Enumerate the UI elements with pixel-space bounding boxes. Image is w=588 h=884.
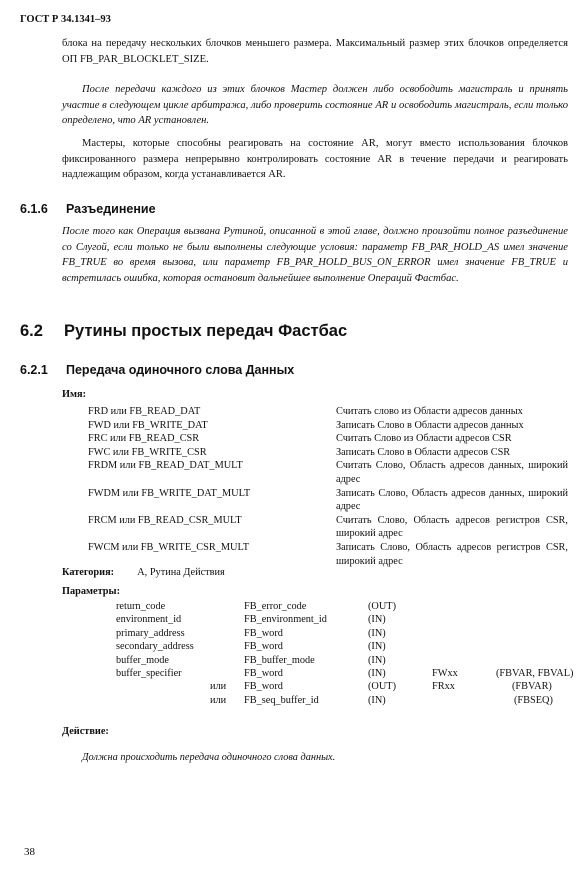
- routine-description: Записать Слово, Область адресов регистров CSR, широкий адрес: [336, 541, 568, 567]
- section-heading-616: [20, 202, 156, 216]
- routine-name: FRC или FB_READ_CSR: [88, 433, 200, 445]
- routine-description: Записать Слово в Области адресов CSR: [336, 446, 511, 458]
- routine-name: FRD или FB_READ_DAT: [88, 406, 201, 417]
- param-mode: (IN): [368, 627, 386, 639]
- param-name: buffer_specifier: [116, 667, 182, 679]
- param-mode: (IN): [368, 667, 386, 679]
- paragraph-disconnect: После того как Операция вызвана Рутиной, описанной в этой главе, должно произойти полное разъединение со Слугой, если только не были выполнены следующие условия: параметр FB_PAR_HOLD_AS имел значение FB_TRUE во время вызова, или параметр FB_PAR_HOLD_BUS_ON_ERROR имел значение FB_TRUE и встретилась ошибка, которая остановит дальнейшее выполнение Операций Фастбас.: [62, 226, 568, 284]
- param-name: return_code: [116, 601, 166, 612]
- param-group: (FBVAR, FBVAL): [496, 667, 574, 679]
- param-row: [20, 641, 580, 654]
- param-type: FB_environment_id: [244, 614, 327, 626]
- routine-name: FWC или FB_WRITE_CSR: [88, 446, 207, 458]
- category-label: Категория:: [62, 567, 115, 578]
- param-name: environment_id: [116, 614, 182, 626]
- routine-description: Считать слово из Области адресов данных: [336, 406, 523, 417]
- param-type: FB_word: [244, 641, 283, 653]
- action-label: Действие:: [62, 726, 109, 737]
- param-type: FB_error_code: [244, 601, 307, 612]
- section-title: Рутины простых передач Фастбас: [64, 322, 348, 340]
- param-type: FB_word: [244, 667, 283, 679]
- param-mode: (OUT): [368, 681, 397, 693]
- routine-description: Считать Слово из Области адресов CSR: [336, 433, 512, 445]
- section-title: Разъединение: [66, 202, 156, 216]
- section-title: Передача одиночного слова Данных: [66, 363, 295, 377]
- names-label: Имя:: [62, 389, 87, 400]
- routine-description: Записать Слово в Области адресов данных: [336, 419, 524, 431]
- section-number: 6.2.1: [20, 363, 48, 377]
- params-label: Параметры:: [62, 586, 120, 597]
- param-type: FB_word: [244, 627, 283, 639]
- name-row: [88, 541, 568, 568]
- param-row: [20, 695, 580, 708]
- routine-name: FWD или FB_WRITE_DAT: [88, 419, 208, 431]
- routine-name: FWDM или FB_WRITE_DAT_MULT: [88, 487, 251, 499]
- name-row: [88, 419, 568, 433]
- param-type: FB_buffer_mode: [244, 654, 315, 666]
- param-mode: (IN): [368, 694, 386, 706]
- param-name: secondary_address: [116, 641, 194, 653]
- param-code: FRxx: [432, 681, 455, 693]
- param-mode: (IN): [368, 654, 386, 666]
- param-row: [20, 681, 580, 694]
- name-row: [88, 514, 568, 541]
- param-mode: (IN): [368, 614, 386, 626]
- action-text: Должна происходить передача одиночного слова данных.: [82, 752, 336, 763]
- paragraph-blocklet-size: блока на передачу нескольких блочков меньшего размера. Максимальный размер этих блочков определяется ОП FB_PAR_BLOCKLET_SIZE.: [62, 38, 568, 65]
- param-row: [20, 601, 580, 614]
- param-or: или: [210, 694, 227, 706]
- routine-description: Считать Слово, Область адресов данных, широкий адрес: [336, 460, 568, 485]
- name-row: [88, 405, 568, 419]
- params-table: [20, 601, 580, 708]
- param-type: FB_word: [244, 681, 283, 693]
- name-row: [88, 459, 568, 486]
- param-or: или: [210, 681, 227, 693]
- param-name: buffer_mode: [116, 654, 169, 666]
- param-code: FWxx: [432, 667, 458, 679]
- routine-description: Записать Слово, Область адресов данных, широкий адрес: [336, 487, 568, 513]
- param-group: (FBVAR): [512, 681, 552, 693]
- param-mode: (OUT): [368, 601, 397, 612]
- paragraph-ar-monitoring: Мастеры, которые способны реагировать на состояние AR, могут вместо использования блочков фиксированного размера непрерывно контролировать состояние AR в течение передачи и реагировать надлежащим образом, когда устанавливается AR.: [62, 138, 568, 180]
- page-header: ГОСТ Р 34.1341–93: [20, 14, 111, 25]
- routine-description: Считать Слово, Область адресов регистров CSR, широкий адрес: [336, 514, 568, 540]
- param-row: [20, 628, 580, 641]
- name-row: [88, 446, 568, 460]
- name-row: [88, 432, 568, 446]
- param-group: (FBSEQ): [514, 694, 553, 706]
- category-line: [62, 566, 225, 580]
- section-heading-621: [20, 363, 294, 377]
- section-number: 6.1.6: [20, 202, 48, 216]
- section-heading-62: [20, 322, 347, 341]
- routine-name: FRCM или FB_READ_CSR_MULT: [88, 514, 242, 526]
- routine-name: FWCM или FB_WRITE_CSR_MULT: [88, 541, 250, 553]
- param-mode: (IN): [368, 641, 386, 653]
- param-name: primary_address: [116, 627, 185, 639]
- page-number: 38: [24, 846, 35, 858]
- param-row: [20, 668, 580, 681]
- param-type: FB_seq_buffer_id: [244, 694, 319, 706]
- names-list: [88, 405, 568, 568]
- routine-name: FRDM или FB_READ_DAT_MULT: [88, 460, 243, 472]
- category-value: А, Рутина Действия: [137, 567, 225, 578]
- param-row: [20, 655, 580, 668]
- paragraph-master-release: После передачи каждого из этих блочков Мастер должен либо освободить магистраль и принять участие в следующем цикле арбитража, либо проверить состояние AR и освободить магистраль, если только определено, что AR установлен.: [62, 84, 568, 126]
- param-row: [20, 614, 580, 627]
- name-row: [88, 487, 568, 514]
- section-number: 6.2: [20, 322, 43, 340]
